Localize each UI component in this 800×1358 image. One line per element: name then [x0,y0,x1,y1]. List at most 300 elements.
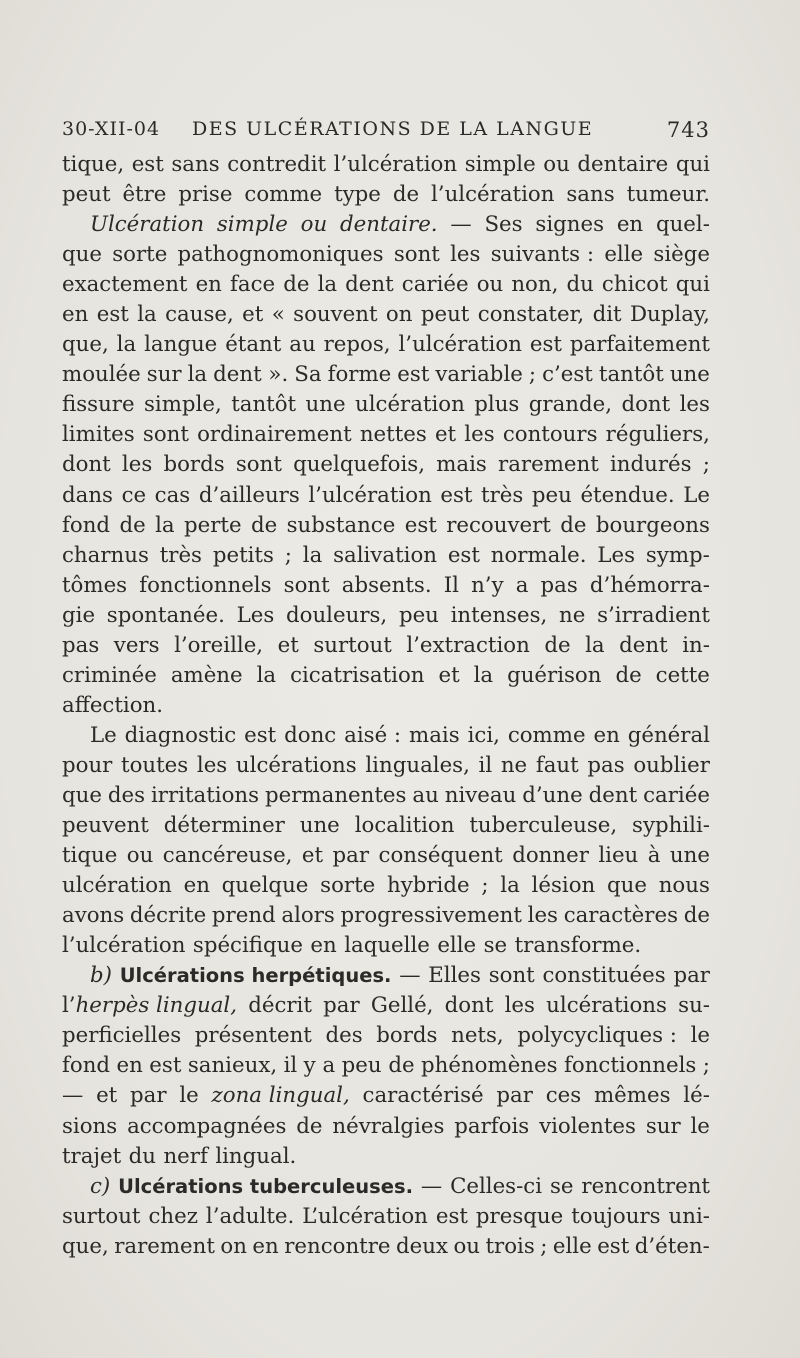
word: ; [540,1233,548,1259]
word: linguales, [365,752,470,778]
word: la [155,512,175,538]
word: de [119,512,146,538]
word: en [616,212,644,238]
text-line [62,1202,710,1232]
word: nettes [359,422,427,448]
word: siège [653,242,710,268]
word: ; [702,452,710,478]
word: permanentes [265,782,407,808]
word: face [230,272,276,298]
word: moulée [62,362,141,388]
word: rencontrent [581,1173,710,1199]
word: donner [512,843,589,869]
word: peu [398,602,439,628]
word: cancéreuse, [162,843,293,869]
word: au [412,782,439,808]
word: vers [113,632,160,658]
word: chicot [601,272,668,298]
word: surtout [313,632,392,658]
word: d’hémorra- [589,572,710,598]
word: se [549,1173,574,1199]
word: le [690,1113,710,1139]
word: non, [511,272,559,298]
word: sont [488,963,535,989]
word: mais [409,722,460,748]
word: nerf [163,1143,208,1169]
word: Duplay, [629,302,710,328]
text-line [62,931,710,961]
word: lésion [531,873,596,899]
word: du [566,272,594,298]
text-line [62,721,710,751]
word: caractères [563,903,678,929]
word: quelquefois, [293,452,426,478]
text-line [62,420,710,450]
word: sorte [320,873,376,899]
word: comme [244,182,323,208]
word: rarement [114,1233,215,1259]
word: décrite [129,903,207,929]
word: la [137,302,157,328]
word: guérison [507,662,602,688]
word: névralgies [332,1113,445,1139]
word: fond [62,512,111,538]
word: elle [437,933,477,959]
word: sorte [112,242,168,268]
word: localition [354,813,455,839]
word: est [149,1053,182,1079]
word: par [496,1083,533,1109]
text-line [62,1112,710,1142]
word: tantôt [231,392,297,418]
word: est [597,1233,630,1259]
word: nets, [451,1023,504,1049]
word: ulcération [355,392,465,418]
word: transforme. [514,933,642,959]
word: est [440,482,473,508]
text-line [62,811,710,841]
word: est [96,302,129,328]
word: la [116,332,137,358]
word: très [159,542,202,568]
word: dent [345,272,394,298]
word: et [301,843,324,869]
word: Il [443,572,459,598]
word: a [515,572,529,598]
word: — [420,1173,443,1199]
word: est [529,332,562,358]
word: phénomènes [421,1053,558,1079]
word: dentaire. [340,212,438,238]
word: est [397,362,430,388]
word: l’extraction [406,632,530,658]
word: presque [475,1203,564,1229]
word: Ulcérations herpétiques. [119,964,392,988]
word: d’ailleurs [198,482,300,508]
word: souvent [293,302,378,328]
text-line [62,150,710,180]
word: ; [702,1053,710,1079]
word: que, [62,1233,109,1259]
word: ; [528,362,537,388]
word: limites [62,422,135,448]
word: repos, [323,332,391,358]
word: de [615,662,642,688]
word: on [385,302,413,328]
word: pas [62,632,100,658]
text-line [62,450,710,480]
word: progressivement [340,903,522,929]
word: une [669,362,710,388]
word: les [196,752,228,778]
text-line [62,661,710,691]
word: faut [535,752,579,778]
text-line [62,511,710,541]
text-line [62,691,710,721]
word: avons [62,903,125,929]
word: in- [682,632,710,658]
word: dentaire [577,152,669,177]
word: l’ulcération [62,933,186,959]
word: Les [236,602,275,628]
word: rarement [498,452,599,478]
word: étendue. [580,482,675,508]
word: ou [126,843,154,869]
word: il [283,1053,298,1079]
text-line [62,1081,710,1111]
word: salivation [333,542,437,568]
word: cicatrisation [290,662,425,688]
word: la [187,362,208,388]
word: contredit [227,152,327,177]
text-line [62,991,710,1021]
text-line [62,571,710,601]
word: Celles-ci [450,1173,543,1199]
word: ou [543,152,570,177]
word: ou [300,212,328,238]
word: en [116,1053,143,1079]
word: constater, [477,302,585,328]
word: n’y [471,572,504,598]
word: les [504,993,535,1019]
word: violentes [539,1113,636,1139]
word: Les [597,542,636,568]
word: sanieux, [187,1053,278,1079]
word: deux [396,1233,448,1259]
word: tumeur. [626,182,710,208]
word: à [647,843,661,869]
word: en [593,722,620,748]
text-line [62,751,710,781]
word: en [62,302,89,328]
word: sont [235,452,282,478]
word: polycycliques : [517,1023,677,1049]
text-line [62,180,710,210]
word: forme [327,362,392,388]
word: Gellé, [370,993,434,1019]
word: plus [474,392,520,418]
word: les [679,392,710,418]
word: aisé : [344,722,402,748]
word: prise [178,182,233,208]
word: Ulcérations tuberculeuses. [118,1174,413,1198]
word: ce [121,482,147,508]
word: que [62,782,102,808]
word: hybride [386,873,470,899]
word: Ses [484,212,523,238]
text-line [62,390,710,420]
word: recouvert [446,512,551,538]
word: et [96,1083,118,1109]
word: dont [62,452,111,478]
word: en [195,272,222,298]
word: déterminer [163,813,285,839]
word: substance [286,512,396,538]
word: nous [658,873,710,899]
word: ulcérations [235,752,357,778]
word: réguliers, [605,422,710,448]
word: fond [62,1053,111,1079]
word: absents. [341,572,432,598]
word: en [310,933,337,959]
word: grande, [528,392,613,418]
word: général [627,722,710,748]
word: étant [225,332,282,358]
text-line [62,1142,710,1172]
word: on [220,1233,247,1259]
word: ou [453,1233,480,1259]
word: sur [645,1113,681,1139]
word: les [450,242,481,268]
text-line [62,601,710,631]
word: de [683,903,710,929]
word: les [464,422,495,448]
word: Le [683,482,710,508]
word: de [296,1113,323,1139]
word: l’ulcération [308,482,432,508]
text-line [62,330,710,360]
word: charnus [62,542,149,568]
word: sont [393,242,440,268]
word: qui [675,272,710,298]
word: peu [531,482,572,508]
word: ne [500,752,528,778]
word: indurés [609,452,692,478]
word: quel- [655,212,710,238]
word: de [283,272,310,298]
word: irritations [151,782,260,808]
word: présentent [194,1023,312,1049]
word: dans [62,482,113,508]
word: tique, [62,152,125,177]
word: il [478,752,493,778]
word: ; [481,873,489,899]
word: Ulcération [90,212,205,238]
text-line [62,1172,710,1202]
word: pour [62,752,113,778]
word: que [62,242,102,268]
text-line [62,781,710,811]
word: pathognomoniques [177,242,384,268]
word: pas [587,752,625,778]
word: L’ulcération [302,1203,428,1229]
word: exactement [62,272,188,298]
word: sur [146,362,182,388]
word: sont [142,422,189,448]
word: au [289,332,316,358]
word: tique [62,843,118,869]
word: la [500,873,520,899]
word: criminée [62,662,157,688]
word: que [607,873,647,899]
word: contours [502,422,598,448]
word: la [256,662,277,688]
word: douleurs, [286,602,388,628]
word: dont [621,392,671,418]
word: simple [464,152,536,177]
word: cette [655,662,710,688]
word: variable [435,362,523,388]
word: les [121,452,153,478]
word: le [179,1083,199,1109]
word: fonctionnels [139,572,272,598]
word: par [130,1083,167,1109]
word: une [669,843,710,869]
word: que, [62,332,109,358]
word: de [250,512,278,538]
word: l’ [62,993,76,1019]
word: qui [675,152,710,177]
word: lingual. [215,1143,297,1169]
text-line [62,1051,710,1081]
word: c’est [542,362,593,388]
word: laquelle [344,933,430,959]
word: symp- [645,542,710,568]
word: décrit [248,993,312,1019]
word: de [560,512,587,538]
text-line [62,1021,710,1051]
word: b) [90,963,112,989]
text-line [62,300,710,330]
word: de [544,632,571,658]
word: langue [144,332,218,358]
word: mais [436,452,487,478]
word: — [450,212,472,238]
word: prend [211,903,276,929]
word: comme [507,722,586,748]
text-line [62,240,710,270]
word: sans [171,152,220,177]
word: peu de [341,1053,415,1079]
word: en [183,873,210,899]
word: surtout [62,1203,141,1229]
word: syphili- [632,813,710,839]
word: dent [588,782,638,808]
word: intenses, [450,602,548,628]
word: peut [420,302,470,328]
word: fissure [62,392,135,418]
word: elle [604,242,644,268]
word: sions [62,1113,118,1139]
word: ulcération [62,873,172,899]
word: une [305,392,346,418]
word: la [302,542,323,568]
word: ordinairement [197,422,352,448]
word: uni- [668,1203,710,1229]
text-line [62,871,710,901]
word: niveau [444,782,517,808]
word: bords [163,452,225,478]
word: parfaitement [569,332,710,358]
word: chez [148,1203,198,1229]
word: se [483,933,508,959]
word: cariée [401,272,469,298]
word: une [299,813,340,839]
word: parfois [454,1113,530,1139]
word: su- [678,993,710,1019]
word: c) [90,1173,111,1199]
word: simple [216,212,288,238]
word: en [252,1233,279,1259]
word: et [277,632,299,658]
word: cariée [643,782,710,808]
word: peut [62,182,111,208]
word: diagnostic [124,722,237,748]
word: ulcérations [546,993,667,1019]
word: le [690,1023,710,1049]
word: trajet [62,1143,122,1169]
header-title: DES ULCÉRATIONS DE LA LANGUE [192,118,594,140]
word: bords [376,1023,438,1049]
word: d’une [522,782,583,808]
word: s’irradient [597,602,710,628]
text-line [62,541,710,571]
word: lieu [598,843,639,869]
word: alors [281,903,335,929]
word: rencontre [284,1233,391,1259]
word: très [481,482,524,508]
word: — [399,963,421,989]
word: spontanée. [106,602,225,628]
word: est [435,1203,468,1229]
word: par [332,843,370,869]
word: est [404,512,437,538]
word: elle [552,1233,592,1259]
word: dont [444,993,494,1019]
text-line [62,360,710,390]
word: caractérisé [362,1083,484,1109]
page-number: 743 [666,118,710,142]
word: tuberculeuse, [469,813,618,839]
word: suivants : [490,242,595,268]
word: conséquent [378,843,503,869]
word: l’oreille, [174,632,264,658]
word: est [131,152,164,177]
word: donc [284,722,337,748]
text-line [62,631,710,661]
word: perficielles [62,1023,182,1049]
word: ces [545,1083,582,1109]
word: par [673,963,710,989]
word: signes [535,212,605,238]
word: ici, [467,722,500,748]
word: les [527,903,558,929]
word: fonctionnels [564,1053,697,1079]
word: la [585,632,605,658]
running-header [62,118,710,148]
word: dit [592,302,622,328]
word: est [447,542,480,568]
